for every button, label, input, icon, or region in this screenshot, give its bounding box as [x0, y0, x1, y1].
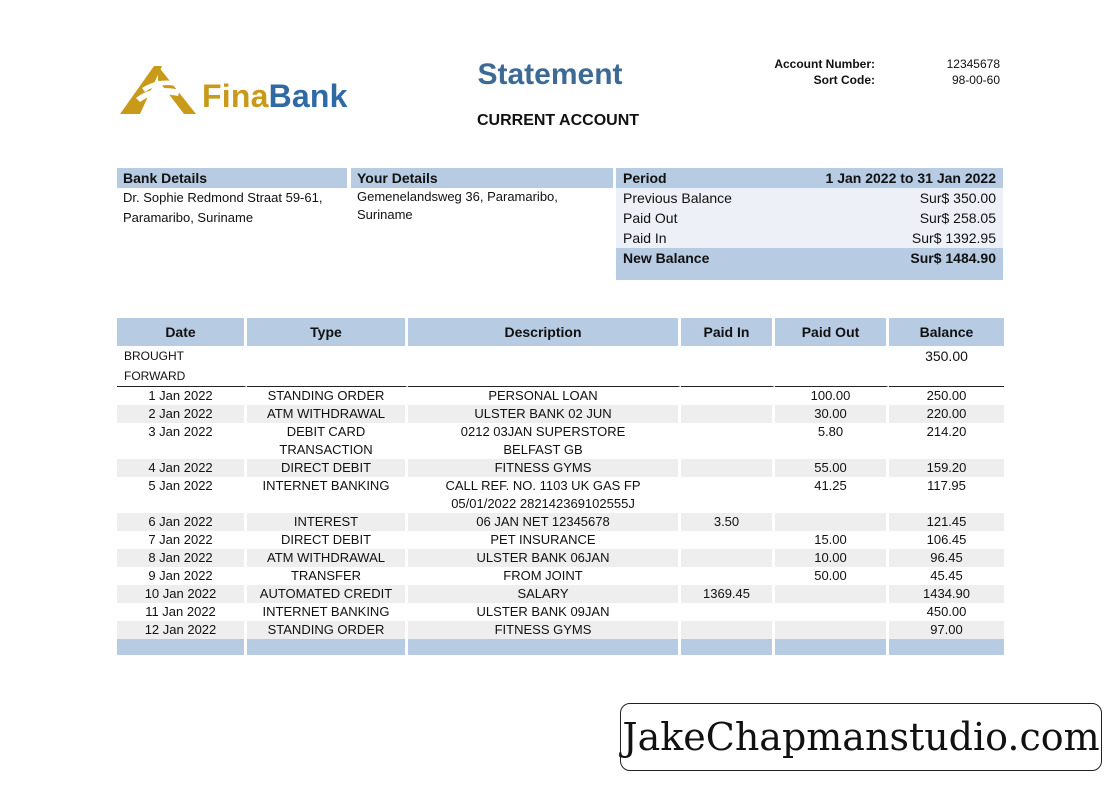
bank-details-panel	[117, 168, 347, 228]
tx-paid-out-text: 30.00	[814, 406, 847, 421]
tx-paid-in	[681, 387, 775, 405]
tx-type-text: INTERNET BANKING	[262, 478, 390, 493]
tx-description-text: ULSTER BANK 09JAN	[476, 604, 610, 619]
col-type: Type	[247, 318, 408, 346]
col-balance: Balance	[889, 318, 1004, 346]
account-number-row	[740, 56, 1000, 72]
footer-cell	[247, 639, 408, 655]
tx-type-text: STANDING ORDER	[267, 622, 385, 637]
table-row	[117, 549, 1004, 567]
tx-description	[408, 423, 681, 459]
tx-date	[117, 549, 247, 567]
tx-type-text: DIRECT DEBIT	[280, 532, 372, 547]
tx-paid-out	[775, 477, 889, 513]
tx-type-text: STANDING ORDER	[267, 388, 385, 403]
new-balance-label: New Balance	[623, 250, 710, 266]
your-details-panel	[351, 168, 613, 224]
tx-type-text: DIRECT DEBIT	[280, 460, 372, 475]
tx-description	[408, 585, 681, 603]
tx-description-text: FITNESS GYMS	[494, 460, 592, 475]
tx-type-text: ATM WITHDRAWAL	[267, 550, 385, 565]
col-description: Description	[408, 318, 681, 346]
tx-description-text: FITNESS GYMS	[494, 622, 592, 637]
tx-type	[247, 531, 408, 549]
table-footer-row	[117, 639, 1004, 655]
tx-date	[117, 477, 247, 513]
your-details-heading: Your Details	[351, 168, 613, 188]
tx-type	[247, 513, 408, 531]
table-row	[117, 387, 1004, 405]
tx-balance	[889, 423, 1004, 459]
tx-balance-text: 159.20	[926, 460, 967, 475]
table-row	[117, 477, 1004, 513]
tx-date-text: 7 Jan 2022	[148, 532, 213, 547]
tx-balance-text: 97.00	[930, 622, 963, 637]
brought-forward-balance: 350.00	[889, 346, 1004, 387]
tx-paid-in	[681, 549, 775, 567]
tx-paid-out	[775, 387, 889, 405]
tx-balance-text: 450.00	[926, 604, 967, 619]
your-address-line2: Suriname	[357, 207, 413, 222]
tx-paid-out-text: 100.00	[810, 388, 851, 403]
tx-description	[408, 549, 681, 567]
tx-description	[408, 621, 681, 639]
tx-date-text: 4 Jan 2022	[148, 460, 213, 475]
tx-type-text: INTERNET BANKING	[262, 604, 390, 619]
tx-paid-out	[775, 405, 889, 423]
account-number-label: Account Number:	[774, 57, 875, 71]
table-row	[117, 459, 1004, 477]
tx-description-line2: BELFAST GB	[503, 442, 583, 457]
tx-balance-text: 220.00	[926, 406, 967, 421]
paid-out-row	[616, 208, 1003, 228]
tx-description	[408, 459, 681, 477]
period-row	[616, 168, 1003, 188]
tx-paid-out-text: 55.00	[814, 460, 847, 475]
tx-type-text: DEBIT CARD	[286, 424, 366, 439]
sort-code-label: Sort Code:	[813, 73, 875, 87]
tx-date-text: 9 Jan 2022	[148, 568, 213, 583]
bf-empty	[408, 346, 681, 387]
tx-balance-text: 117.95	[927, 478, 966, 493]
tx-paid-in	[681, 603, 775, 621]
brought-forward-row	[117, 346, 1004, 387]
tx-paid-in	[681, 621, 775, 639]
bf-empty	[247, 346, 408, 387]
table-row	[117, 567, 1004, 585]
footer-cell	[117, 639, 247, 655]
tx-balance-text: 106.45	[926, 532, 967, 547]
bank-address-line2: Paramaribo, Suriname	[123, 210, 254, 225]
paid-in-value: Sur$ 1392.95	[911, 230, 996, 246]
tx-balance	[889, 549, 1004, 567]
tx-balance	[889, 531, 1004, 549]
account-type: CURRENT ACCOUNT	[476, 112, 640, 129]
tx-balance-text: 45.45	[930, 568, 963, 583]
tx-date	[117, 585, 247, 603]
tx-paid-in-text: 1369.45	[703, 586, 750, 601]
tx-description-line2: 05/01/2022 282142369102555J	[451, 496, 635, 511]
tx-balance	[889, 405, 1004, 423]
tx-paid-out-text: 50.00	[814, 568, 847, 583]
new-balance-row	[616, 248, 1003, 268]
table-row	[117, 513, 1004, 531]
your-address-line1: Gemenelandsweg 36, Paramaribo,	[357, 189, 558, 204]
tx-paid-out-text: 41.25	[814, 478, 847, 493]
col-paid-in: Paid In	[681, 318, 775, 346]
brought-forward-label: BROUGHT FORWARD	[117, 346, 247, 387]
tx-date-text: 11 Jan 2022	[145, 604, 216, 619]
table-row	[117, 621, 1004, 639]
tx-balance	[889, 513, 1004, 531]
tx-description	[408, 405, 681, 423]
tx-description-text: ULSTER BANK 06JAN	[476, 550, 610, 565]
bank-name-bank: Bank	[268, 78, 348, 114]
tx-type	[247, 477, 408, 513]
tx-type	[247, 405, 408, 423]
tx-type-text: TRANSFER	[290, 568, 362, 583]
tx-date	[117, 423, 247, 459]
new-balance-value: Sur$ 1484.90	[910, 250, 996, 266]
tx-paid-in-text: 3.50	[713, 514, 740, 529]
tx-description-text: SALARY	[517, 586, 569, 601]
tx-type	[247, 423, 408, 459]
paid-out-label: Paid Out	[623, 210, 678, 226]
tx-date-text: 2 Jan 2022	[148, 406, 213, 421]
tx-paid-out	[775, 567, 889, 585]
watermark: JakeChapmanstudio.com	[620, 703, 1102, 771]
tx-date-text: 12 Jan 2022	[144, 622, 217, 637]
tx-type	[247, 549, 408, 567]
tx-paid-out	[775, 549, 889, 567]
previous-balance-label: Previous Balance	[623, 190, 732, 206]
tx-description	[408, 603, 681, 621]
table-row	[117, 405, 1004, 423]
tx-description-text: PERSONAL LOAN	[488, 388, 598, 403]
tx-type	[247, 585, 408, 603]
tx-paid-out	[775, 459, 889, 477]
bank-name	[202, 78, 348, 115]
tx-date	[117, 621, 247, 639]
tx-balance	[889, 459, 1004, 477]
tx-balance	[889, 603, 1004, 621]
tx-paid-in	[681, 477, 775, 513]
tx-balance-text: 214.20	[926, 424, 967, 439]
period-footer-bar	[616, 268, 1003, 280]
previous-balance-value: Sur$ 350.00	[919, 190, 996, 206]
tx-type	[247, 567, 408, 585]
tx-type	[247, 603, 408, 621]
tx-date	[117, 387, 247, 405]
tx-paid-in	[681, 459, 775, 477]
tx-paid-out-text: 15.00	[814, 532, 847, 547]
tx-date-text: 1 Jan 2022	[148, 388, 213, 403]
period-summary	[616, 168, 1003, 280]
account-info	[740, 56, 1000, 88]
tx-type-text: INTEREST	[293, 514, 359, 529]
col-paid-out: Paid Out	[775, 318, 889, 346]
footer-cell	[889, 639, 1004, 655]
paid-out-value: Sur$ 258.05	[919, 210, 996, 226]
tx-date	[117, 405, 247, 423]
tx-type-text: ATM WITHDRAWAL	[267, 406, 385, 421]
tx-balance	[889, 621, 1004, 639]
tx-type	[247, 459, 408, 477]
tx-balance-text: 96.45	[930, 550, 963, 565]
period-label: Period	[623, 170, 667, 186]
tx-paid-out	[775, 621, 889, 639]
period-range: 1 Jan 2022 to 31 Jan 2022	[825, 170, 996, 186]
bank-address-line1: Dr. Sophie Redmond Straat 59-61,	[123, 190, 323, 205]
tx-paid-out	[775, 531, 889, 549]
tx-date-text: 10 Jan 2022	[144, 586, 217, 601]
tx-balance-text: 250.00	[926, 388, 967, 403]
tx-type	[247, 387, 408, 405]
tx-balance	[889, 477, 1004, 513]
sort-code-row	[740, 72, 1000, 88]
tx-date-text: 5 Jan 2022	[148, 478, 213, 493]
tx-paid-out	[775, 585, 889, 603]
tx-type-text: AUTOMATED CREDIT	[259, 586, 393, 601]
account-number-value: 12345678	[946, 57, 1000, 71]
tx-balance	[889, 567, 1004, 585]
sort-code-value: 98-00-60	[951, 73, 1000, 87]
tx-type	[247, 621, 408, 639]
footer-cell	[408, 639, 681, 655]
tx-description-text: 06 JAN NET 12345678	[476, 514, 610, 529]
your-details-address	[351, 188, 613, 224]
paid-in-label: Paid In	[623, 230, 667, 246]
tx-date-text: 6 Jan 2022	[148, 514, 213, 529]
previous-balance-row	[616, 188, 1003, 208]
tx-description-text: FROM JOINT	[503, 568, 583, 583]
tx-date	[117, 531, 247, 549]
tx-date	[117, 567, 247, 585]
tx-type-line2: TRANSACTION	[279, 442, 373, 457]
tx-balance	[889, 585, 1004, 603]
table-row	[117, 585, 1004, 603]
tx-description	[408, 567, 681, 585]
tx-date	[117, 459, 247, 477]
tx-balance-text: 121.45	[926, 514, 967, 529]
tx-description-text: PET INSURANCE	[490, 532, 596, 547]
bank-details-address	[117, 188, 347, 228]
statement-title: Statement	[477, 58, 623, 91]
col-date: Date	[117, 318, 247, 346]
table-header-row	[117, 318, 1004, 346]
tx-description	[408, 387, 681, 405]
tx-paid-out	[775, 603, 889, 621]
tx-date-text: 3 Jan 2022	[148, 424, 213, 439]
tx-paid-out-text: 5.80	[817, 424, 844, 439]
bf-empty	[775, 346, 889, 387]
tx-paid-out-text: 10.00	[814, 550, 847, 565]
tx-description-text: 0212 03JAN SUPERSTORE	[460, 424, 626, 439]
bf-empty	[681, 346, 775, 387]
tx-description	[408, 477, 681, 513]
tx-balance-text: 1434.90	[923, 586, 970, 601]
tx-paid-out	[775, 513, 889, 531]
bank-name-fina: Fina	[202, 78, 269, 114]
tx-paid-out	[775, 423, 889, 459]
bank-details-heading: Bank Details	[117, 168, 347, 188]
footer-cell	[681, 639, 775, 655]
table-row	[117, 423, 1004, 459]
tx-date	[117, 513, 247, 531]
tx-paid-in	[681, 531, 775, 549]
finabank-logo-icon	[118, 62, 198, 116]
tx-paid-in	[681, 405, 775, 423]
paid-in-row	[616, 228, 1003, 248]
tx-balance	[889, 387, 1004, 405]
footer-cell	[775, 639, 889, 655]
bank-logo	[118, 62, 388, 118]
tx-description	[408, 531, 681, 549]
table-row	[117, 603, 1004, 621]
tx-type-line2	[247, 495, 405, 513]
tx-paid-in	[681, 423, 775, 459]
table-row	[117, 531, 1004, 549]
tx-description-text: CALL REF. NO. 1103 UK GAS FP	[445, 478, 641, 493]
tx-paid-in	[681, 567, 775, 585]
tx-date-text: 8 Jan 2022	[148, 550, 213, 565]
tx-paid-in	[681, 585, 775, 603]
tx-date	[117, 603, 247, 621]
tx-description	[408, 513, 681, 531]
transactions-table	[117, 318, 1004, 655]
tx-paid-in	[681, 513, 775, 531]
tx-description-text: ULSTER BANK 02 JUN	[474, 406, 612, 421]
